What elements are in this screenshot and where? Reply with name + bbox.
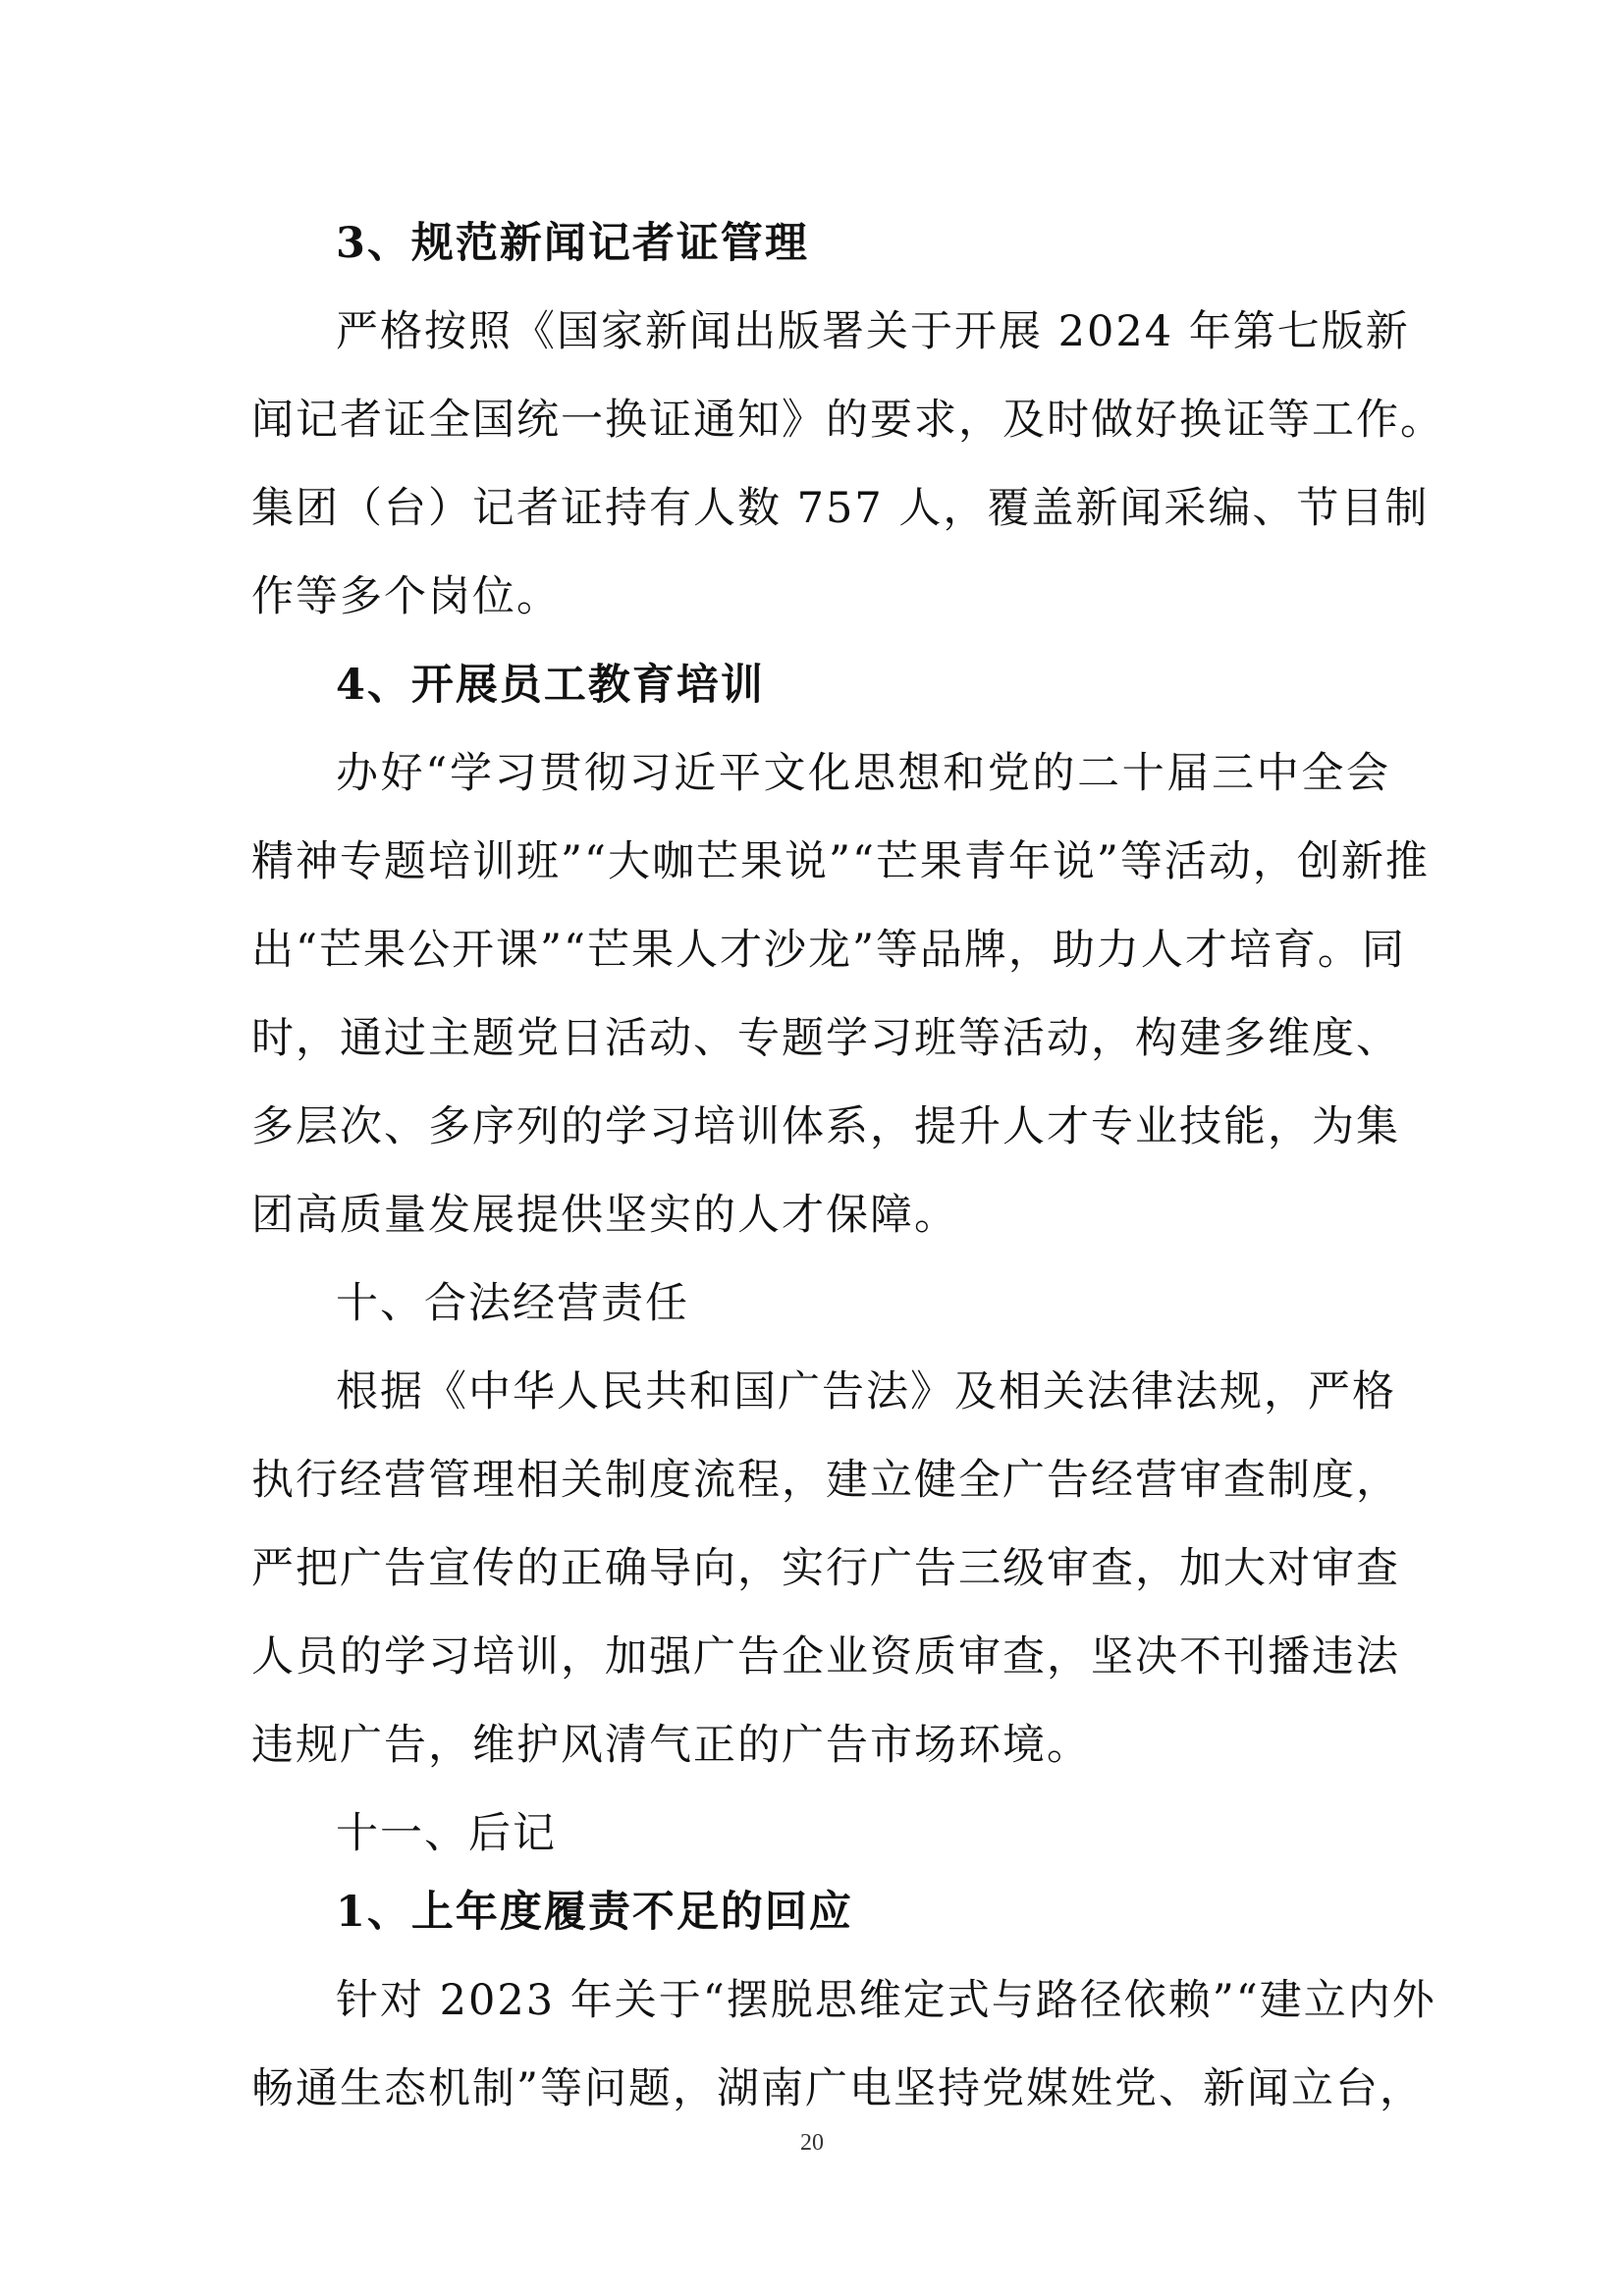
paragraph-line: 多层次、多序列的学习培训体系，提升人才专业技能，为集 bbox=[251, 1102, 1400, 1151]
section-heading-ten: 十、合法经营责任 bbox=[336, 1279, 689, 1328]
paragraph-line: 严把广告宣传的正确导向，实行广告三级审查，加大对审查 bbox=[251, 1544, 1400, 1593]
section-heading-3: 3、规范新闻记者证管理 bbox=[336, 219, 809, 268]
paragraph-line: 团高质量发展提供坚实的人才保障。 bbox=[251, 1191, 958, 1240]
paragraph-line: 办好“学习贯彻习近平文化思想和党的二十届三中全会 bbox=[336, 749, 1390, 798]
paragraph-line: 出“芒果公开课”“芒果人才沙龙”等品牌，助力人才培育。同 bbox=[251, 926, 1406, 975]
section-heading-4: 4、开展员工教育培训 bbox=[336, 661, 765, 710]
paragraph-line: 严格按照《国家新闻出版署关于开展 2024 年第七版新 bbox=[336, 307, 1410, 356]
paragraph-line: 精神专题培训班”“大咖芒果说”“芒果青年说”等活动，创新推 bbox=[251, 837, 1430, 886]
paragraph-line: 闻记者证全国统一换证通知》的要求，及时做好换证等工作。 bbox=[251, 396, 1444, 445]
paragraph-line: 人员的学习培训，加强广告企业资质审查，坚决不刊播违法 bbox=[251, 1632, 1400, 1682]
paragraph-line: 违规广告，维护风清气正的广告市场环境。 bbox=[251, 1721, 1091, 1770]
section-heading-1: 1、上年度履责不足的回应 bbox=[336, 1888, 853, 1937]
paragraph-line: 畅通生态机制”等问题，湖南广电坚持党媒姓党、新闻立台， bbox=[251, 2064, 1424, 2113]
paragraph-line: 执行经营管理相关制度流程，建立健全广告经营审查制度， bbox=[251, 1456, 1400, 1505]
paragraph-line: 根据《中华人民共和国广告法》及相关法律法规，严格 bbox=[336, 1367, 1396, 1416]
section-heading-eleven: 十一、后记 bbox=[336, 1809, 557, 1858]
paragraph-line: 集团（台）记者证持有人数 757 人，覆盖新闻采编、节目制 bbox=[251, 484, 1430, 533]
paragraph-line: 时，通过主题党日活动、专题学习班等活动，构建多维度、 bbox=[251, 1014, 1400, 1063]
paragraph-line: 针对 2023 年关于“摆脱思维定式与路径依赖”“建立内外 bbox=[336, 1976, 1436, 2025]
paragraph-line: 作等多个岗位。 bbox=[251, 572, 561, 621]
page-number: 20 bbox=[800, 2130, 824, 2156]
